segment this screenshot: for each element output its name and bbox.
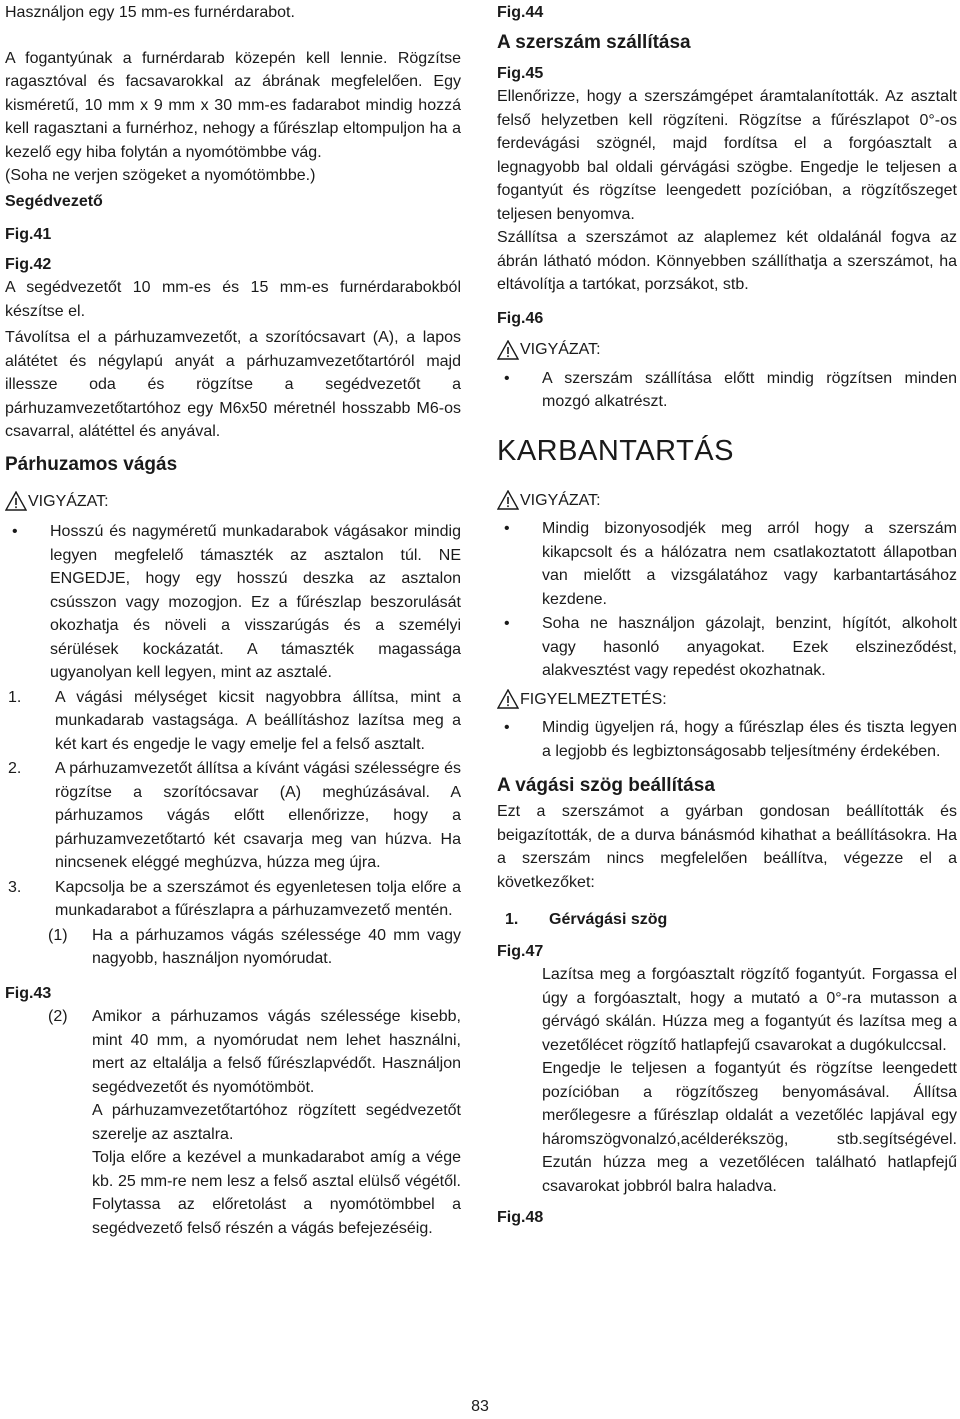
figure-label: Fig.48 bbox=[497, 1209, 544, 1226]
figure-label: Fig.43 bbox=[5, 984, 52, 1002]
figure-label: Fig.46 bbox=[497, 309, 544, 327]
paragraph: (Soha ne verjen szögeket a nyomótömbbe.) bbox=[5, 167, 316, 184]
figure-label: Fig.42 bbox=[5, 255, 52, 273]
warning-header bbox=[497, 688, 957, 712]
bullet-text: Hosszú és nagyméretű munkadarabok vágásakor mindig legyen megfelelő támaszték az asztalon túl. NE ENGEDJE, hogy egy hosszú deszka az asztalon csússzon vagy mozogjon. Ez a fűrészlap beszorulását okozhatja és növeli a visszarúgás és a személyi sérülések kockázatát. A támaszték magassága ugyanolyan kell legyen, mint az asztalé. bbox=[50, 523, 461, 681]
bullet-icon: • bbox=[504, 520, 510, 537]
warning-label: VIGYÁZAT: bbox=[520, 341, 601, 358]
substep-item bbox=[5, 1005, 461, 1099]
warning-bullet bbox=[497, 367, 957, 414]
section-heading-parhuzamos-vagas: Párhuzamos vágás bbox=[5, 453, 178, 475]
step-number: 3. bbox=[8, 878, 22, 896]
warning-label: VIGYÁZAT: bbox=[28, 492, 109, 510]
section-item bbox=[497, 908, 957, 932]
paragraph: A segédvezetőt 10 mm-es és 15 mm-es furnérdarabokból készítse el. bbox=[5, 279, 461, 320]
paragraph: Ellenőrizze, hogy a szerszámgépet áramtalanították. Az asztalt felső helyzetben kell rögzíteni. Rögzítse a fűrészlapot 0°-os ferdevágási szögnél, majd fordítsa el a forgóasztalt a legnagyobb bal oldali gérvágási szögbe. Engedje le teljesen a fogantyút és rögzítse leengedett pozícióban, a rögzítőszeget teljesen benyomva. bbox=[497, 88, 957, 223]
right-column bbox=[497, 0, 957, 1230]
warning-label: VIGYÁZAT: bbox=[520, 491, 601, 509]
step-text: A vágási mélységet kicsit nagyobbra állítsa, mint a munkadarab vastagsága. A beállításhoz lazítsa meg a két kart és engedje le vagy emelje fel a felső asztalt. bbox=[55, 688, 461, 753]
bullet-icon: • bbox=[12, 523, 18, 540]
section-heading-vagasi-szog: A vágási szög beállítása bbox=[497, 775, 715, 796]
bullet-text: Soha ne használjon gázolajt, benzint, hígítót, alkoholt vagy hasonló anyagokat. Ezek elszineződést, alakvesztést vagy repedést okozhatnak. bbox=[542, 615, 957, 679]
paragraph: Szállítsa a szerszámot az alaplemez két oldalánál fogva az ábrán látható módon. Könnyebben szállíthatja a szerszámot, ha eltávolítja a tartókat, porzsákot, stb. bbox=[497, 229, 957, 293]
step-item bbox=[5, 686, 461, 757]
warning-bullet bbox=[497, 612, 957, 683]
section-heading-karbantartas: KARBANTARTÁS bbox=[497, 434, 734, 467]
warning-triangle-icon bbox=[497, 490, 519, 510]
figure-label: Fig.41 bbox=[5, 226, 52, 243]
bullet-icon: • bbox=[504, 719, 510, 736]
step-text: Kapcsolja be a szerszámot és egyenletesen tolja előre a munkadarabot a fűrészlapra a párhuzamvezető mentén. bbox=[55, 878, 461, 919]
warning-header bbox=[497, 338, 957, 362]
paragraph: Használjon egy 15 mm-es furnérdarabot. bbox=[5, 4, 295, 21]
paragraph: Ezt a szerszámot a gyárban gondosan beállították és beigazították, de a durva bánásmód kihathat a beállításokra. Ha a szerszám nincs megfelelően beállítva, végezze el a következőket: bbox=[497, 803, 957, 891]
warning-header bbox=[497, 489, 957, 513]
substep-text: Amikor a párhuzamos vágás szélessége kisebb, mint 40 mm, a nyomórudat nem lehet használni, mert az eltalálja a felső fűrészlapvédőt. Használjon segédvezetőt és nyomótömböt. bbox=[92, 1008, 461, 1096]
paragraph: Lazítsa meg a forgóasztalt rögzítő fogantyút. Forgassa el úgy a forgóasztalt, hogy a mutató a 0°-ra mutasson a gérvágó skálán. Húzza meg a fogantyút és lazítsa meg a vezetőlécet rögzítő hatlapfejű csavarokat a dugókulccsal. bbox=[542, 966, 957, 1054]
warning-triangle-icon bbox=[497, 689, 519, 709]
paragraph: A fogantyúnak a furnérdarab közepén kell lennie. Rögzítse ragasztóval és facsavarokkal az ábrának megfelelően. Egy kisméretű, 10 mm x 9 mm x 30 mm-es fadarabot mindig hozzá kell ragasztani a furnérhoz, nehogy a fűrészlap eltompuljon ha a kezelő egy hiba folytán a nyomótömbbe vág. bbox=[5, 49, 461, 161]
substep-item bbox=[5, 924, 461, 971]
page-number: 83 bbox=[471, 1398, 489, 1415]
subheading-segedvezeto: Segédvezető bbox=[5, 192, 103, 210]
step-number: 2. bbox=[8, 760, 22, 777]
warning-label: FIGYELMEZTETÉS: bbox=[520, 690, 667, 708]
paragraph: A párhuzamvezetőtartóhoz rögzített segédvezetőt szerelje az asztalra. bbox=[92, 1102, 461, 1143]
bullet-icon: • bbox=[504, 615, 510, 632]
warning-bullet bbox=[497, 517, 957, 611]
warning-bullet bbox=[497, 716, 957, 763]
paragraph: Tolja előre a kezével a munkadarabot amíg a vége kb. 25 mm-re nem lesz a felső asztal elülső végétől. Folytassa az előretolást a nyomótömbbel a segédvezető felső részén a vágás befejezéséig. bbox=[92, 1149, 461, 1237]
bullet-text: A szerszám szállítása előtt mindig rögzítsen minden mozgó alkatrészt. bbox=[542, 369, 957, 410]
step-number: 1. bbox=[8, 688, 22, 706]
bullet-icon: • bbox=[504, 369, 510, 387]
paragraph: Távolítsa el a párhuzamvezetőt, a szorítócsavart (A), a lapos alátétet és négylapú anyát a párhuzamvezetőtartóról majd illessze oda és rögzítse a segédvezetőt a párhuzamvezetőtartóhoz egy M6x50 méretnél hosszabb M6-os csavarral, alátéttel és anyával. bbox=[5, 329, 461, 440]
substep-number: (1) bbox=[48, 926, 68, 944]
warning-header bbox=[5, 490, 461, 514]
section-title: Gérvágási szög bbox=[549, 911, 668, 928]
bullet-text: Mindig bizonyosodjék meg arról hogy a szerszám kikapcsolt és a hálózatra nem csatlakoztatott állapotban van mielőtt a vizsgálatához vagy karbantartásához kezdene. bbox=[542, 520, 957, 608]
figure-label: Fig.45 bbox=[497, 64, 544, 82]
step-item bbox=[5, 757, 461, 875]
warning-triangle-icon bbox=[497, 340, 519, 360]
bullet-text: Mindig ügyeljen rá, hogy a fűrészlap éles és tiszta legyen a legjobb és legbiztonságosabb teljesítmény érdekében. bbox=[542, 719, 957, 760]
substep-text: Ha a párhuzamos vágás szélessége 40 mm vagy nagyobb, használjon nyomórudat. bbox=[92, 926, 461, 967]
section-heading-szallitas: A szerszám szállítása bbox=[497, 31, 691, 53]
figure-label: Fig.44 bbox=[497, 4, 544, 21]
paragraph: Engedje le teljesen a fogantyút és rögzítse leengedett pozícióban a rögzítőszeg benyomásával. Állítsa merőlegesre a fűrészlap oldalát a vezetőléc lapjával egy háromszögvonalzó,acélderékszög, stb.segítségével. Ezután húzza meg a vezetőlécen található hatlapfejű csavarokat jobbról balra haladva. bbox=[542, 1060, 957, 1195]
figure-label: Fig.47 bbox=[497, 942, 544, 960]
substep-number: (2) bbox=[48, 1008, 68, 1025]
warning-bullet bbox=[5, 520, 461, 685]
warning-triangle-icon bbox=[5, 491, 27, 511]
step-text: A párhuzamvezetőt állítsa a kívánt vágási szélességre és rögzítse a szorítócsavar (A) meghúzásával. A párhuzamos vágás előtt ellenőrizze, hogy a párhuzamvezetőtartó két csavarja meg van húzva. Ha nincsenek eléggé meghúzva, húzza meg újra. bbox=[55, 760, 461, 871]
step-item bbox=[5, 876, 461, 923]
left-column bbox=[5, 0, 461, 1240]
section-number: 1. bbox=[505, 911, 519, 928]
